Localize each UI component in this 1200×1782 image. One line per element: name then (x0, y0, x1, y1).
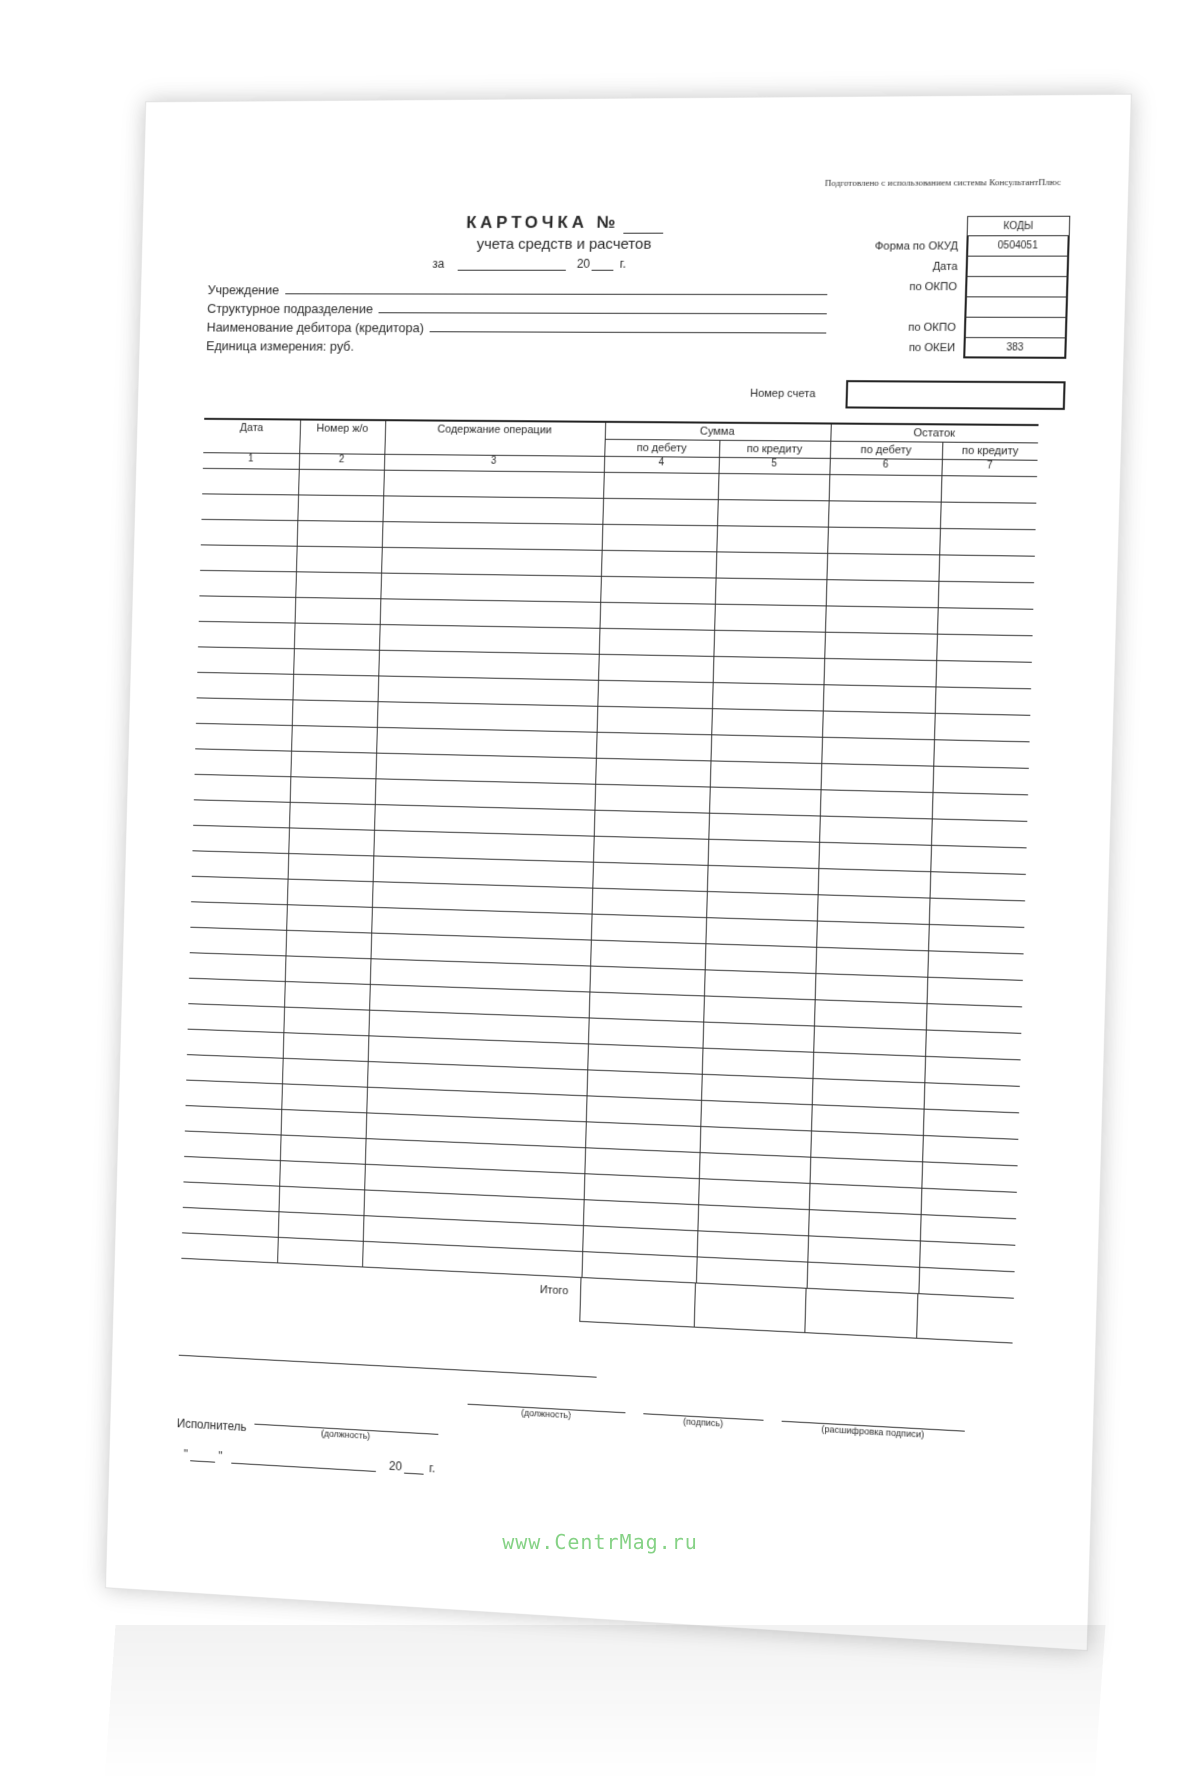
table-cell[interactable] (823, 685, 936, 714)
table-cell[interactable] (926, 1004, 1022, 1034)
table-cell[interactable] (925, 1030, 1021, 1060)
period-year-suffix: г. (619, 256, 627, 271)
table-cell[interactable] (285, 930, 371, 958)
table-cell[interactable] (294, 623, 380, 650)
account-box[interactable] (845, 380, 1065, 410)
field-blank[interactable] (379, 312, 827, 314)
table-cell[interactable] (382, 522, 603, 551)
table-cell[interactable] (822, 711, 935, 740)
card-title-text: КАРТОЧКА № (465, 212, 620, 232)
table-cell[interactable] (602, 498, 717, 525)
table-cell[interactable] (826, 580, 939, 608)
date-month-blank[interactable] (231, 1451, 376, 1472)
table-cell[interactable] (824, 658, 937, 686)
table-cell[interactable] (195, 749, 292, 777)
table-cell[interactable] (277, 1237, 363, 1267)
date-open-quote: " (183, 1447, 188, 1462)
table-cell[interactable] (278, 1212, 364, 1242)
table-cell[interactable] (288, 828, 374, 856)
total-balance-credit[interactable] (917, 1294, 1014, 1343)
table-cell[interactable] (934, 713, 1030, 742)
table-cell[interactable] (709, 787, 821, 816)
col-num: 2 (299, 454, 385, 471)
table-cell[interactable] (922, 1135, 1018, 1165)
table-cell[interactable] (923, 1109, 1019, 1139)
table-cell[interactable] (194, 774, 291, 802)
table-cell[interactable] (187, 1029, 283, 1058)
table-cell[interactable] (708, 813, 820, 842)
table-cell[interactable] (705, 944, 816, 974)
executor-position (254, 1412, 439, 1445)
signature-block (467, 1390, 965, 1442)
table-cell[interactable] (589, 992, 704, 1022)
table-cell[interactable] (927, 977, 1023, 1007)
executor-line (177, 1408, 439, 1445)
table-cell[interactable] (702, 1022, 813, 1052)
codes-label: по ОКПО (909, 281, 958, 294)
table-cell[interactable] (197, 672, 294, 700)
table-cell[interactable] (281, 1109, 367, 1138)
table-cell[interactable] (292, 700, 378, 727)
table-cell[interactable] (918, 1267, 1014, 1298)
table-cell[interactable] (938, 581, 1034, 609)
codes-value (964, 318, 1068, 339)
table-cell[interactable] (930, 845, 1026, 874)
table-cell[interactable] (921, 1188, 1017, 1219)
col-sum: Сумма (605, 422, 831, 441)
table-cell[interactable] (594, 810, 709, 839)
table-cell[interactable] (821, 763, 934, 792)
table-cell[interactable] (924, 1056, 1020, 1086)
table-cell[interactable] (821, 737, 934, 766)
table-cell[interactable] (932, 793, 1028, 822)
table-cell[interactable] (933, 766, 1029, 795)
table-cell[interactable] (601, 550, 716, 578)
table-cell[interactable] (703, 996, 814, 1026)
table-cell[interactable] (927, 951, 1023, 981)
card-subtitle: учета средств и расчетов (476, 235, 652, 253)
table-cell[interactable] (291, 725, 377, 753)
table-cell[interactable] (818, 842, 931, 871)
table-cell[interactable] (188, 978, 284, 1007)
total-balance-debit[interactable] (805, 1289, 918, 1339)
card-number-line (623, 213, 663, 234)
table-cell[interactable] (928, 924, 1024, 953)
executor-position-caption: (должность) (321, 1428, 371, 1441)
table-cell[interactable] (710, 735, 822, 764)
ledger-table (180, 418, 1038, 1344)
table-cell[interactable] (189, 953, 285, 982)
table-cell[interactable] (186, 1055, 282, 1084)
table-cell[interactable] (288, 854, 374, 882)
table-cell[interactable] (591, 914, 706, 944)
codes-row (723, 236, 1070, 257)
codes-value: 383 (963, 338, 1067, 359)
table-cell[interactable] (298, 469, 384, 496)
table-cell[interactable] (290, 777, 376, 805)
table-cell[interactable] (603, 472, 718, 499)
table-cell[interactable] (293, 649, 379, 676)
codes-label: Дата (932, 260, 958, 273)
table-cell[interactable] (708, 839, 820, 868)
table-cell[interactable] (192, 851, 289, 879)
table-cell[interactable] (195, 723, 292, 751)
table-cell[interactable] (592, 862, 707, 891)
table-cell[interactable] (285, 956, 371, 985)
col-number: Номер ж/о (299, 420, 385, 455)
table-cell[interactable] (597, 706, 712, 735)
table-cell[interactable] (938, 555, 1034, 583)
period-prefix: за (432, 256, 445, 271)
table-cell[interactable] (185, 1106, 281, 1135)
table-cell[interactable] (824, 632, 937, 660)
table-cell[interactable] (716, 526, 828, 554)
table-cell[interactable] (181, 1233, 277, 1263)
table-cell[interactable] (202, 468, 299, 495)
document-sheet (105, 94, 1132, 1652)
field-debtor (207, 316, 827, 337)
table-cell[interactable] (380, 573, 601, 602)
table-cell[interactable] (714, 604, 826, 632)
table-cell[interactable] (815, 947, 928, 977)
table-cell[interactable] (201, 494, 298, 521)
table-cell[interactable] (600, 576, 715, 604)
table-cell[interactable] (819, 816, 932, 845)
table-cell[interactable] (939, 528, 1035, 556)
table-cell[interactable] (279, 1161, 365, 1190)
col-balance-credit: по кредиту (942, 442, 1038, 460)
table-cell[interactable] (936, 634, 1032, 662)
signature-field (643, 1399, 764, 1431)
table-cell[interactable] (196, 698, 293, 726)
table-cell[interactable] (815, 973, 928, 1003)
table-cell[interactable] (292, 674, 378, 701)
codes-heading: КОДЫ (967, 216, 1071, 237)
table-cell[interactable] (297, 495, 383, 522)
table-cell[interactable] (704, 970, 815, 1000)
period-line (432, 257, 626, 271)
table-cell[interactable] (186, 1080, 282, 1109)
table-cell[interactable] (199, 570, 296, 597)
field-label: Наименование дебитора (кредитора) (206, 319, 425, 336)
table-cell[interactable] (929, 898, 1025, 927)
date-day-blank[interactable] (190, 1449, 215, 1463)
signature-date (184, 1447, 436, 1475)
table-cell[interactable] (383, 470, 604, 498)
col-sum-credit: по кредиту (719, 440, 830, 458)
table-cell[interactable] (283, 1033, 369, 1062)
table-cell[interactable] (383, 496, 604, 524)
position-field (467, 1390, 626, 1423)
table-cell[interactable] (715, 578, 827, 606)
table-cell[interactable] (705, 918, 816, 948)
table-cell[interactable] (937, 608, 1033, 636)
codes-heading-row (723, 216, 1070, 237)
date-year-blank[interactable] (404, 1461, 424, 1475)
table-cell[interactable] (706, 891, 817, 921)
ledger-body (181, 468, 1037, 1298)
col-date: Дата (203, 419, 300, 454)
codes-row (722, 257, 1069, 277)
table-cell[interactable] (597, 680, 712, 708)
col-num: 5 (719, 457, 830, 474)
table-cell[interactable] (933, 740, 1029, 769)
account-number (750, 380, 1066, 410)
sheet-reflection (105, 1625, 1106, 1782)
field-blank[interactable] (285, 293, 828, 295)
table-cell[interactable] (712, 683, 824, 711)
table-cell[interactable] (297, 521, 383, 548)
table-cell[interactable] (825, 606, 938, 634)
field-label: Учреждение (207, 282, 280, 298)
table-cell[interactable] (197, 647, 294, 674)
table-cell[interactable] (190, 902, 286, 931)
table-cell[interactable] (295, 572, 381, 599)
codes-value (965, 257, 1069, 277)
codes-value (965, 277, 1069, 298)
table-cell[interactable] (813, 1026, 926, 1056)
codes-value: 0504051 (966, 236, 1070, 256)
date-year-suffix: г. (428, 1461, 436, 1476)
date-close-quote: " (218, 1449, 223, 1464)
ledger-grid (181, 418, 1038, 1299)
table-cell[interactable] (296, 546, 382, 573)
table-cell[interactable] (718, 473, 830, 500)
table-cell[interactable] (594, 784, 709, 813)
document-content (174, 167, 1071, 1565)
col-num: 4 (604, 456, 719, 473)
table-cell[interactable] (816, 921, 929, 951)
col-content: Содержание операции (384, 420, 605, 456)
date-year-prefix: 20 (388, 1458, 403, 1474)
table-cell[interactable] (193, 800, 290, 828)
table-cell[interactable] (826, 553, 939, 581)
table-cell[interactable] (284, 981, 370, 1010)
table-cell[interactable] (820, 790, 933, 819)
field-label: Структурное подразделение (207, 301, 374, 317)
table-cell[interactable] (931, 819, 1027, 848)
period-blank (457, 258, 566, 271)
watermark: www.CentrMag.ru (502, 1530, 698, 1554)
field-blank[interactable] (430, 331, 827, 333)
col-num: 3 (384, 454, 604, 472)
col-balance: Остаток (830, 424, 1038, 443)
table-cell[interactable] (188, 1004, 284, 1033)
table-cell[interactable] (935, 661, 1031, 689)
table-cell[interactable] (599, 628, 714, 656)
table-cell[interactable] (711, 709, 823, 738)
table-cell[interactable] (716, 552, 828, 580)
table-cell[interactable] (940, 502, 1036, 530)
table-cell[interactable] (930, 872, 1026, 901)
signature-caption: (подпись) (682, 1416, 724, 1429)
table-cell[interactable] (717, 500, 829, 528)
field-unit (206, 334, 826, 355)
field-label: Единица измерения: руб. (206, 338, 355, 354)
table-cell[interactable] (192, 825, 289, 853)
table-bottom-line (179, 1355, 597, 1378)
col-sum-debit: по дебету (604, 439, 719, 457)
table-cell[interactable] (286, 905, 372, 933)
col-balance-debit: по дебету (830, 441, 943, 459)
table-cell[interactable] (200, 545, 297, 572)
codes-label: по ОКЕИ (908, 341, 956, 355)
table-cell[interactable] (599, 602, 714, 630)
table-cell[interactable] (598, 654, 713, 682)
table-cell[interactable] (935, 687, 1031, 715)
title-block (431, 213, 699, 253)
table-cell[interactable] (827, 527, 940, 555)
table-cell[interactable] (710, 761, 822, 790)
table-cell[interactable] (199, 596, 296, 623)
decoding-field (781, 1407, 965, 1442)
table-cell[interactable] (282, 1058, 368, 1087)
field-department (207, 297, 827, 317)
table-cell[interactable] (713, 630, 825, 658)
table-cell[interactable] (198, 621, 295, 648)
table-cell[interactable] (379, 625, 600, 655)
table-cell[interactable] (941, 476, 1037, 503)
table-cell[interactable] (191, 876, 288, 904)
period-year-blank (592, 258, 614, 271)
field-institution (208, 278, 828, 298)
header-fields (206, 278, 828, 355)
codes-value (964, 297, 1068, 318)
codes-label: по ОКПО (908, 321, 956, 334)
table-cell[interactable] (829, 475, 942, 503)
table-cell[interactable] (921, 1162, 1017, 1192)
codes-label: Форма по ОКУД (874, 240, 959, 253)
table-cell[interactable] (381, 547, 602, 576)
table-cell[interactable] (279, 1186, 365, 1215)
table-cell[interactable] (592, 888, 707, 917)
total-label: Итого (180, 1259, 581, 1322)
table-cell[interactable] (589, 966, 704, 996)
table-cell[interactable] (593, 836, 708, 865)
total-sum-credit[interactable] (695, 1283, 807, 1333)
period-year-prefix: 20 (576, 256, 591, 271)
account-label: Номер счета (749, 387, 816, 401)
total-sum-debit[interactable] (580, 1278, 696, 1328)
table-cell[interactable] (190, 927, 286, 956)
table-cell[interactable] (713, 656, 825, 684)
table-cell[interactable] (380, 599, 601, 629)
table-cell[interactable] (595, 758, 710, 787)
consultant-note: Подготовлено с использованием системы КонсультантПлюс (824, 176, 1062, 188)
table-cell[interactable] (828, 501, 941, 529)
table-cell[interactable] (201, 519, 298, 546)
table-cell[interactable] (290, 751, 376, 779)
position-caption: (должность) (520, 1407, 572, 1421)
table-cell[interactable] (596, 732, 711, 761)
table-cell[interactable] (924, 1083, 1020, 1113)
table-cell[interactable] (280, 1135, 366, 1164)
table-cell[interactable] (817, 895, 930, 925)
decoding-caption: (расшифровка подписи) (821, 1423, 925, 1440)
col-num: 7 (941, 459, 1037, 476)
table-cell[interactable] (295, 597, 381, 624)
col-num: 6 (829, 458, 941, 475)
table-cell[interactable] (289, 802, 375, 830)
table-cell[interactable] (707, 865, 819, 894)
table-cell[interactable] (818, 869, 931, 899)
table-cell[interactable] (281, 1084, 367, 1113)
table-cell[interactable] (590, 940, 705, 970)
table-cell[interactable] (287, 879, 373, 907)
table-cell[interactable] (283, 1007, 369, 1036)
executor-label: Исполнитель (176, 1416, 247, 1434)
card-title (431, 213, 698, 234)
table-cell[interactable] (814, 1000, 927, 1030)
table-cell[interactable] (602, 524, 717, 552)
col-num: 1 (203, 453, 299, 470)
